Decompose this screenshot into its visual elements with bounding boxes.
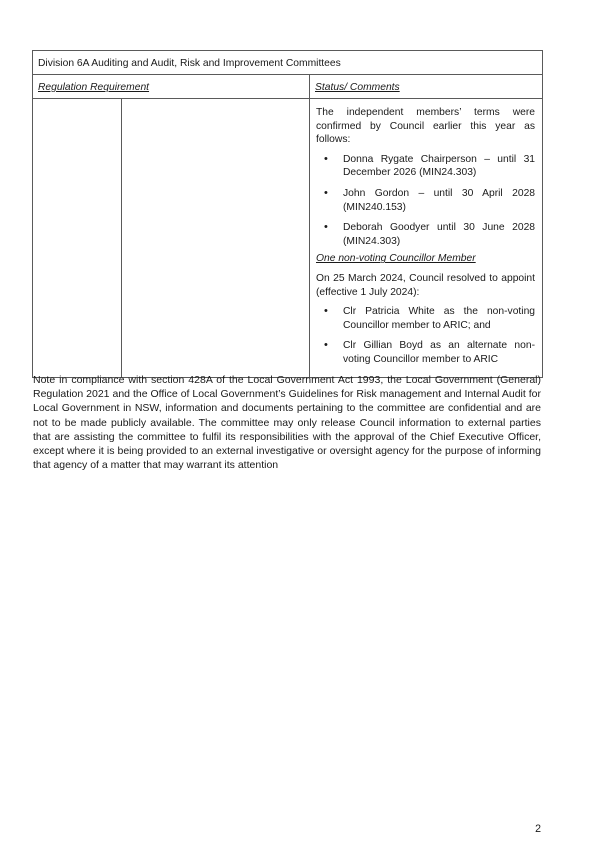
list-item: • Donna Rygate Chairperson – until 31 December 2026 (MIN24.303) [316, 153, 535, 180]
list-item: • John Gordon – until 30 April 2028 (MIN240.153) [316, 187, 535, 214]
status-intro-text: The independent members’ terms were confirmed by Council earlier this year as follows: [316, 107, 536, 146]
list-item: • Clr Patricia White as the non-voting Councillor member to ARIC; and [316, 305, 535, 332]
council-resolution-text: On 25 March 2024, Council resolved to appoint (effective 1 July 2024): [316, 272, 536, 298]
table-title: Division 6A Auditing and Audit, Risk and Improvement Committees [38, 58, 341, 69]
column-header-regulation-requirement [33, 75, 310, 99]
status-comments-label: Status/ Comments [315, 82, 400, 93]
councillor-members-list [316, 305, 535, 366]
independent-members-list [316, 153, 535, 249]
status-content [310, 99, 542, 377]
column-header-status-comments [310, 75, 543, 99]
table-column-header-row [33, 75, 543, 99]
table-row [33, 99, 543, 378]
table-title-cell [33, 51, 543, 75]
cell-status-comments [310, 99, 543, 378]
compliance-note-paragraph: Note in compliance with section 428A of the Local Government Act 1993, the Local Government (General) Regulation 2021 and the Office of Local Government’s Guidelines for Risk management and Internal Audit for Local Government in NSW, information and documents pertaining to the committee are confidential and are not to be made publicly available. The committee may only release Council information to external parties that are assisting the committee to fulfil its responsibilities with the approval of the Chief Executive Officer, except where it is being provided to an external investigative or oversight agency for the purpose of informing that agency of a matter that may warrant its attention [33, 374, 541, 472]
regulation-requirement-label: Regulation Requirement [38, 82, 150, 93]
list-item: • Clr Gillian Boyd as an alternate non-voting Councillor member to ARIC [316, 339, 535, 366]
regulation-table [32, 50, 543, 378]
page-number: 2 [535, 823, 541, 835]
cell-regulation-reference [33, 99, 122, 378]
list-item: • Deborah Goodyer until 30 June 2028 (MIN24.303) [316, 221, 535, 248]
non-voting-councillor-subheading: One non-voting Councillor Member [316, 253, 476, 265]
cell-regulation-text [122, 99, 310, 378]
table-header-row [33, 51, 543, 75]
